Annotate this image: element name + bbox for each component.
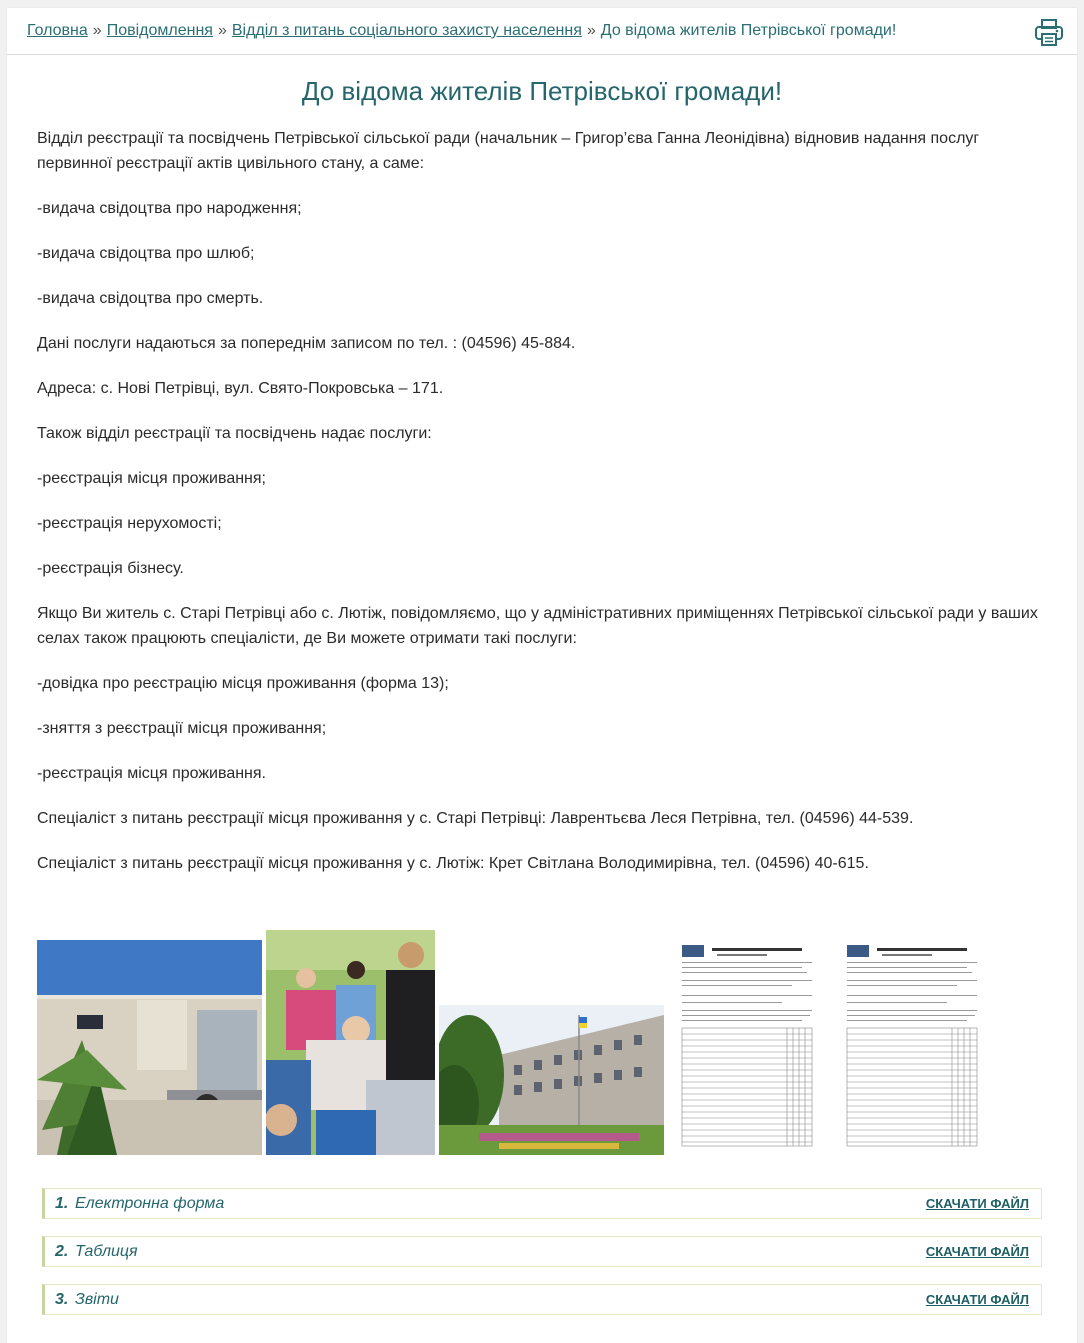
paragraph: -реєстрація бізнесу. <box>37 560 184 577</box>
attachment-number: 3. <box>55 1291 69 1308</box>
paragraph: -реєстрація нерухомості; <box>37 515 222 532</box>
attachments-list <box>42 1188 1042 1332</box>
paragraph: -видача свідоцтва про смерть. <box>37 290 264 307</box>
gallery-image-document-2[interactable] <box>842 940 982 1150</box>
photo-gallery <box>37 930 1047 1160</box>
paragraph: -видача свідоцтва про народження; <box>37 200 302 217</box>
attachment-row <box>42 1284 1042 1315</box>
breadcrumb-department-link[interactable]: Відділ з питань соціального захисту населення <box>231 22 582 39</box>
paragraph: Відділ реєстрації та посвідчень Петрівської сільської ради (начальник – Григор’єва Ганна Леонідівна) відновив надання послуг первинної реєстрації актів цивільного стану, а саме: <box>37 130 980 172</box>
paragraph: -довідка про реєстрацію місця проживання (форма 13); <box>37 675 449 692</box>
paragraph: Спеціаліст з питань реєстрації місця проживання у с. Старі Петрівці: Лаврентьєва Леся Петрівна, тел. (04596) 44-539. <box>37 810 914 827</box>
printer-icon[interactable] <box>1034 18 1064 48</box>
paragraph: -видача свідоцтва про шлюб; <box>37 245 255 262</box>
attachment-name: Таблиця <box>75 1243 138 1260</box>
page-container <box>7 8 1077 1343</box>
paragraph: Адреса: с. Нові Петрівці, вул. Свято-Покровська – 171. <box>37 380 444 397</box>
gallery-image-document-1[interactable] <box>677 940 817 1150</box>
attachment-row <box>42 1188 1042 1219</box>
breadcrumb-messages-link[interactable]: Повідомлення <box>106 22 213 39</box>
paragraph: -реєстрація місця проживання; <box>37 470 266 487</box>
attachment-number: 1. <box>55 1195 69 1212</box>
breadcrumb-home-link[interactable]: Головна <box>27 22 88 39</box>
attachment-row <box>42 1236 1042 1267</box>
breadcrumb-current: До відома жителів Петрівської громади! <box>600 22 897 39</box>
article-body <box>37 126 1047 896</box>
paragraph: Також відділ реєстрації та посвідчень надає послуги: <box>37 425 432 442</box>
gallery-image-office[interactable] <box>37 940 262 1155</box>
download-button[interactable]: СКАЧАТИ ФАЙЛ <box>925 1244 1029 1259</box>
paragraph: -реєстрація місця проживання. <box>37 765 266 782</box>
download-button[interactable]: СКАЧАТИ ФАЙЛ <box>925 1196 1029 1211</box>
page-title: До відома жителів Петрівської громади! <box>301 76 783 106</box>
attachment-name: Звіти <box>75 1291 119 1308</box>
paragraph: Дані послуги надаються за попереднім записом по тел. : (04596) 45-884. <box>37 335 576 352</box>
breadcrumb-separator: » <box>217 22 227 39</box>
paragraph: Спеціаліст з питань реєстрації місця проживання у с. Лютіж: Крет Світлана Володимирівна, тел. (04596) 40-615. <box>37 855 869 872</box>
breadcrumb-separator: » <box>586 22 596 39</box>
gallery-image-building[interactable] <box>439 1005 664 1155</box>
attachment-name: Електронна форма <box>75 1195 225 1212</box>
breadcrumb-bar <box>7 8 1077 55</box>
gallery-image-children[interactable] <box>266 930 435 1155</box>
breadcrumb-separator: » <box>92 22 102 39</box>
paragraph: -зняття з реєстрації місця проживання; <box>37 720 327 737</box>
download-button[interactable]: СКАЧАТИ ФАЙЛ <box>925 1292 1029 1307</box>
attachment-number: 2. <box>55 1243 69 1260</box>
paragraph: Якщо Ви житель с. Старі Петрівці або с. Лютіж, повідомляємо, що у адміністративних приміщеннях Петрівської сільської ради у ваших селах також працюють спеціалісти, де Ви можете отримати такі послуги: <box>37 605 1038 647</box>
breadcrumb <box>27 22 896 40</box>
